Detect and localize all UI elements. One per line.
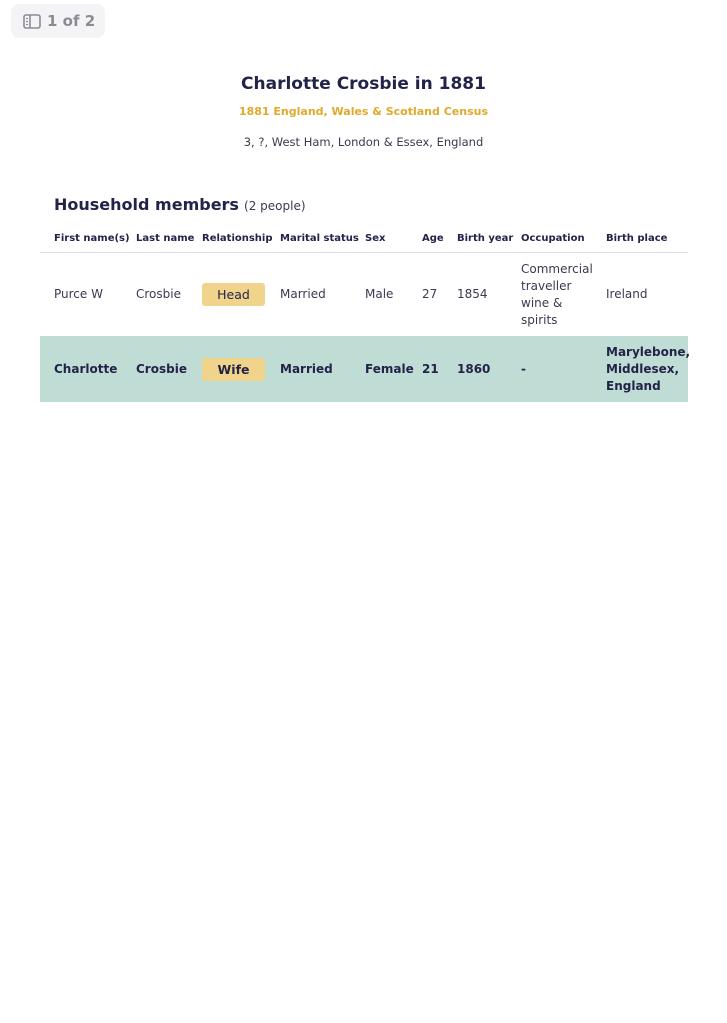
birth-place-cell: Marylebone, Middlesex, England	[606, 344, 691, 393]
age-cell: 27	[422, 287, 438, 301]
occupation-cell: Commercial traveller wine & spirits	[521, 261, 593, 327]
record-address: 3, ?, West Ham, London & Essex, England	[243, 135, 484, 149]
last-name-cell: Crosbie	[136, 287, 181, 301]
relationship-cell	[202, 253, 280, 337]
column-header-marital-status: Marital status	[280, 224, 365, 253]
household-heading	[54, 195, 306, 214]
birth-year-cell: 1854	[457, 287, 488, 301]
first-name-cell[interactable]: Charlotte	[54, 361, 118, 376]
age-cell: 21	[422, 361, 439, 376]
column-header-occupation: Occupation	[521, 224, 606, 253]
column-header-last-name: Last name	[136, 224, 202, 253]
table-header-row	[40, 224, 688, 253]
column-header-birth-place: Birth place	[606, 224, 688, 253]
sex-cell: Female	[365, 361, 414, 376]
column-header-first-name: First name(s)	[40, 224, 136, 253]
collection-link[interactable]: 1881 England, Wales & Scotland Census	[238, 105, 489, 118]
first-name-cell[interactable]: Purce W	[54, 287, 103, 301]
table-row-selected[interactable]	[40, 336, 688, 402]
record-header	[0, 70, 727, 150]
column-header-birth-year: Birth year	[457, 224, 521, 253]
marital-status-cell: Married	[280, 287, 326, 301]
marital-status-cell: Married	[280, 361, 333, 376]
page-indicator[interactable]	[11, 4, 105, 38]
column-header-sex: Sex	[365, 224, 422, 253]
relationship-badge: Wife	[202, 358, 265, 381]
occupation-cell: -	[521, 361, 526, 376]
birth-place-cell: Ireland	[606, 287, 648, 301]
table-row[interactable]	[40, 253, 688, 337]
relationship-badge: Head	[202, 283, 265, 306]
birth-year-cell: 1860	[457, 361, 491, 376]
column-header-relationship: Relationship	[202, 224, 280, 253]
relationship-cell	[202, 336, 280, 402]
household-table	[40, 224, 691, 402]
household-count: (2 people)	[244, 199, 306, 213]
sex-cell: Male	[365, 287, 394, 301]
column-header-age: Age	[422, 224, 457, 253]
last-name-cell: Crosbie	[136, 361, 187, 376]
page-indicator-label: 1 of 2	[47, 12, 96, 30]
page-title: Charlotte Crosbie in 1881	[241, 74, 486, 94]
household-heading-title: Household members	[54, 195, 239, 214]
sidebar-panel-icon	[23, 14, 41, 29]
